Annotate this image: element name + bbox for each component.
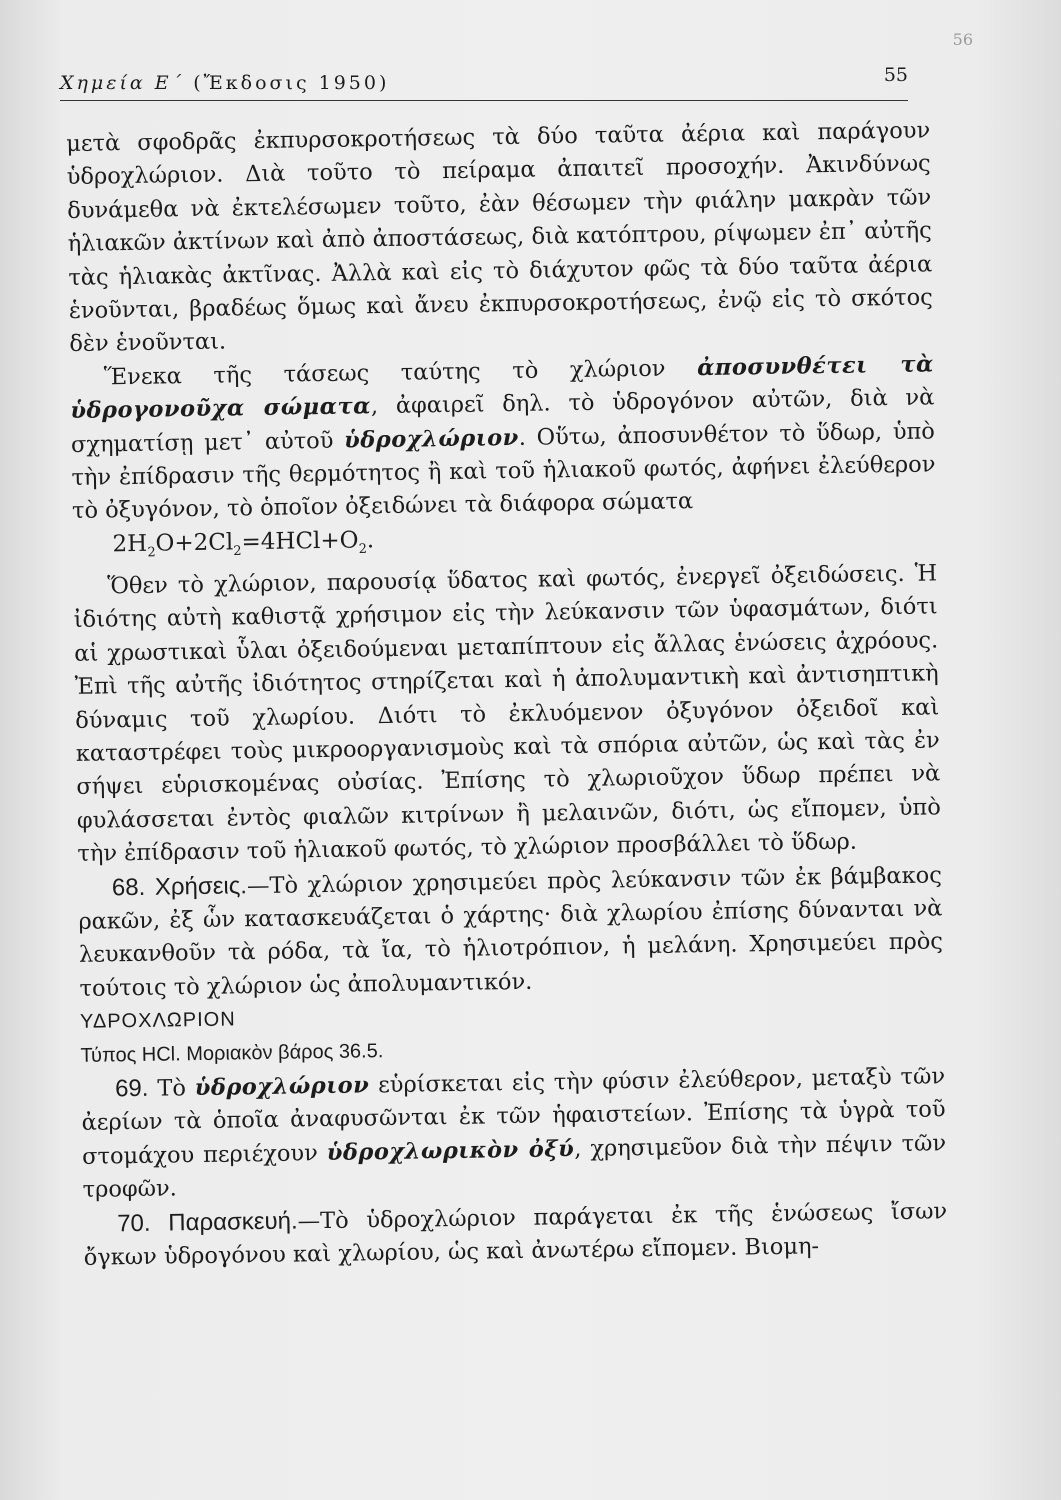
section-68 [78, 858, 944, 1006]
eq-subscript: 2 [233, 543, 242, 559]
book-title: Χημεία Ε΄ [60, 72, 185, 94]
section-70 [83, 1194, 948, 1275]
section-69 [81, 1059, 947, 1207]
paragraph-reaction-light: μετὰ σφοδρᾶς ἐκπυρσοκροτήσεως τὰ δύο ταῦτα ἀέρια καὶ παράγουν ὑδροχλώριον. Διὰ τοῦτο τὸ πείραμα ἀπαιτεῖ προσοχήν. Ἀκινδύνως δυνάμεθα νὰ ἐκτελέσωμεν τοῦτο, ἐὰν θέσωμεν τὴν φιάλην μακρὰν τῶν ἡλιακῶν ἀκτίνων καὶ ἀπὸ ἀποστάσεως, διὰ κατόπτρου, ρίψωμεν ἐπ᾿ αὐτῆς τὰς ἡλιακὰς ἀκτῖνας. Ἀλλὰ καὶ εἰς τὸ διάχυτον φῶς τὰ δύο ταῦτα ἀέρια ἑνοῦνται, βραδέως ὅμως καὶ ἄνευ ἐκπυρσοκροτήσεως, ἐνῷ εἰς τὸ σκότος δὲν ἑνοῦνται. [66, 117, 933, 358]
running-title [60, 72, 389, 94]
eq-part: O+2Cl [155, 529, 234, 557]
page-header [60, 66, 908, 101]
text-run: , χρησιμεῦον διὰ τὴν πέψιν τῶν τροφῶν. [82, 1130, 947, 1204]
section-title: Παρασκευή. [168, 1207, 298, 1237]
text-run: εὑρίσκεται εἰς τὴν φύσιν ἐλεύθερον, μεταξὺ τῶν ἀερίων τὰ ὁποῖα ἀναφυσῶνται ἐκ τῶν ἡφαιστείων. Ἐπίσης τὰ ὑγρὰ τοῦ στομάχου περιέχουν [81, 1063, 946, 1170]
eq-part: . [366, 527, 375, 554]
eq-part: =4HCl+O [241, 527, 359, 556]
chapter-heading: ΥΔΡΟΧΛΩΡΙΟΝ [79, 1008, 236, 1034]
eq-subscript: 2 [147, 545, 156, 561]
section-number: 70. [117, 1209, 151, 1237]
emphasis-text: ὑδροχλώριον [194, 1072, 370, 1102]
bleed-through-page-number: 56 [952, 30, 973, 49]
section-title: Χρήσεις. [154, 871, 248, 901]
emphasis-text: ὑδροχλώριον [343, 424, 519, 454]
paragraph-decomposition [70, 348, 937, 529]
text-run: , ἀφαιρεῖ δηλ. τὸ ὑδρογόνον αὐτῶν, διὰ νὰ σχηματίσῃ μετ᾿ αὐτοῦ [70, 384, 935, 458]
page-number: 55 [883, 64, 908, 86]
emphasis-text: ἀποσυνθέτει τὰ ὑδρογονοῦχα σώματα [70, 351, 935, 425]
eq-subscript: 2 [358, 541, 368, 557]
section-number: 68. [111, 873, 146, 901]
eq-part: 2H [112, 530, 148, 558]
text-run: Τὸ [148, 1075, 195, 1102]
section-number: 69. [114, 1074, 149, 1103]
emphasis-text: ὑδροχλωρικὸν ὀξύ [326, 1135, 575, 1166]
paragraph-oxidation: Ὅθεν τὸ χλώριον, παρουσίᾳ ὕδατος καὶ φωτός, ἐνεργεῖ ὀξειδώσεις. Ἡ ἰδιότης αὐτὴ καθιστᾷ χρήσιμον εἰς τὴν λεύκανσιν τῶν ὑφασμάτων, διότι αἱ χρωστικαὶ ὗλαι ὀξειδούμεναι μεταπίπτουν εἰς ἄλλας ἑνώσεις ἀχρόους. Ἐπὶ τῆς αὐτῆς ἰδιότητος στηρίζεται καὶ ἡ ἀπολυμαντικὴ καὶ ἀντισηπτικὴ δύναμις τοῦ χλωρίου. Διότι τὸ ἐκλυόμενον ὀξυγόνον ὀξειδοῖ καὶ καταστρέφει τοὺς μικροοργανισμοὺς καὶ τὰ σπόρια αὐτῶν, ὡς καὶ τὰς ἐν σήψει εὑρισκομένας οὐσίας. Ἐπίσης τὸ χλωριοῦχον ὕδωρ πρέπει νὰ φυλάσσεται ἐντὸς φιαλῶν κιτρίνων ἢ μελαινῶν, διότι, ὡς εἴπομεν, ὑπὸ τὴν ἐπίδρασιν τοῦ ἡλιακοῦ φωτός, τὸ χλώριον προσβάλλει τὸ ὕδωρ. [73, 560, 941, 868]
text-run: Ἕνεκα τῆς τάσεως ταύτης τὸ χλώριον [103, 354, 698, 391]
section-text: —Τὸ ὑδροχλώριον παράγεται ἐκ τῆς ἑνώσεως ἴσων ὄγκων ὑδρογόνου καὶ χλωρίου, ὡς καὶ ἀνωτέρω εἴπομεν. Βιομη- [83, 1197, 948, 1271]
text-run: . Οὕτω, ἀποσυνθέτον τὸ ὕδωρ, ὑπὸ τὴν ἐπίδρασιν τῆς θερμότητος ἢ καὶ τοῦ ἡλιακοῦ φωτός, ἀφήνει ἐλεύθερον τὸ ὀξυγόνον, τὸ ὁποῖον ὀξειδώνει τὰ διάφορα σώματα [71, 418, 936, 525]
page-body [66, 114, 948, 1275]
section-text: —Τὸ χλώριον χρησιμεύει πρὸς λεύκανσιν τῶν ἐκ βάμβακος ρακῶν, ἐξ ὧν κατασκευάζεται ὁ χάρτης· διὰ χλωρίου ἐπίσης δύνανται νὰ λευκανθοῦν τὰ ρόδα, τὰ ἴα, τὸ ἡλιοτρόπιον, ἡ μελάνη. Χρησιμεύει πρὸς τούτοις τὸ χλώριον ὡς ἀπολυμαντικόν. [78, 861, 944, 1002]
edition-label: (Ἔκδοσις 1950) [193, 72, 390, 94]
formula-line: Τύπος HCl. Μοριακὸν βάρος 36.5. [80, 1039, 384, 1067]
